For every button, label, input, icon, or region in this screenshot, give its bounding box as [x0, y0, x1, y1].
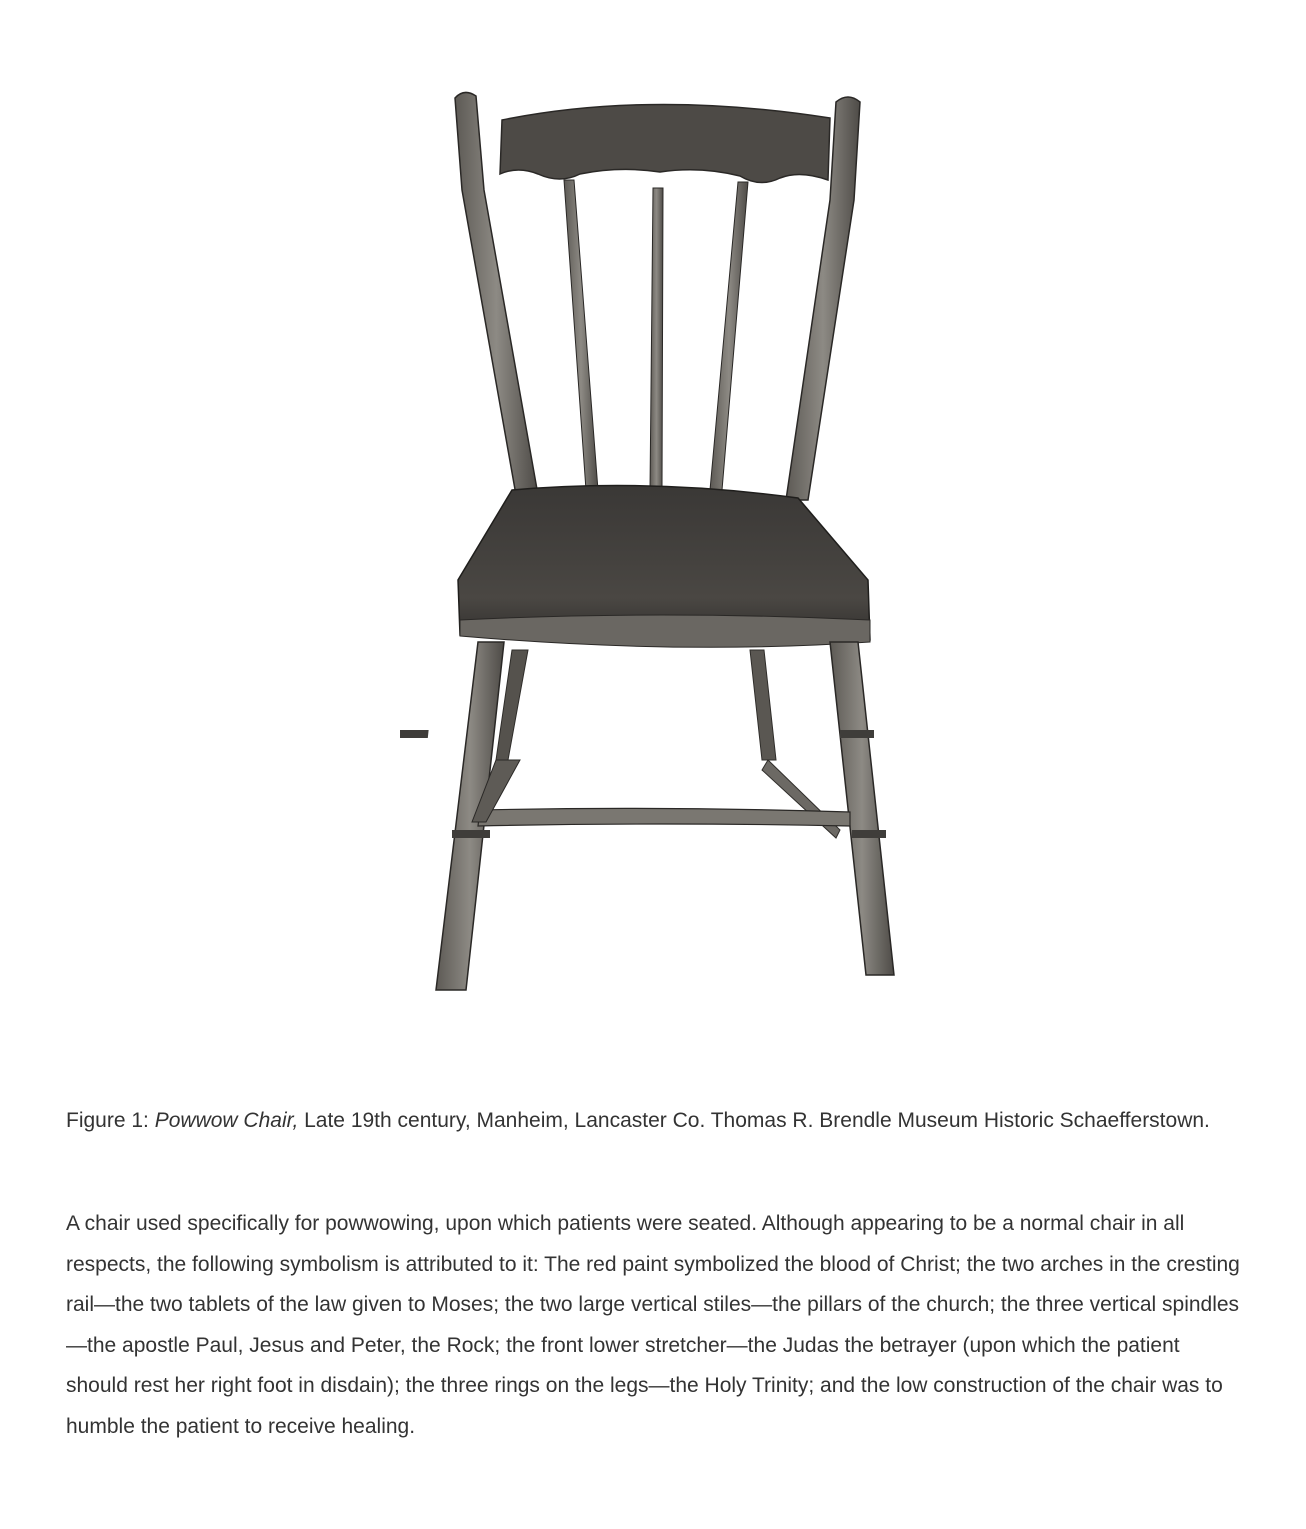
- caption-details: Late 19th century, Manheim, Lancaster Co. Thomas R. Brendle Museum Historic Schaefferstown.: [298, 1109, 1210, 1132]
- chair-photo: [400, 70, 920, 1010]
- caption-title: Powwow Chair,: [154, 1109, 299, 1132]
- caption-prefix: Figure 1:: [66, 1109, 155, 1132]
- spindle-center: [650, 188, 663, 490]
- spindle-left: [564, 180, 598, 490]
- spindle-right: [710, 182, 748, 490]
- front-leg-right: [830, 642, 894, 975]
- figure-caption: [66, 1100, 1241, 1141]
- cresting-rail: [500, 104, 830, 182]
- description-paragraph: A chair used specifically for powwowing, upon which patients were seated. Although appearing to be a normal chair in all respects, the following symbolism is attributed to it: The red paint symbolized the blood of Christ; the two arches in the cresting rail—the two tablets of the law given to Moses; the two large vertical stiles—the pillars of the church; the three vertical spindles—the apostle Paul, Jesus and Peter, the Rock; the front lower stretcher—the Judas the betrayer (upon which the patient should rest her right foot in disdain); the three rings on the legs—the Holy Trinity; and the low construction of the chair was to humble the patient to receive healing.: [66, 1212, 1240, 1438]
- front-stretcher: [478, 808, 850, 826]
- rear-leg-right: [750, 650, 776, 760]
